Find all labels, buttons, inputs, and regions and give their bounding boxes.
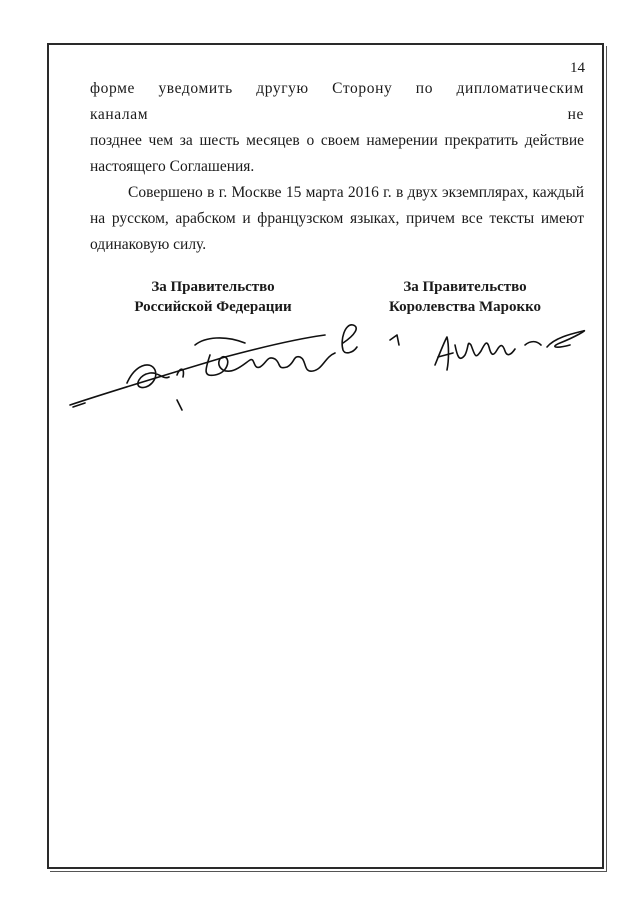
signature-russia — [70, 325, 357, 410]
signatory-russia-line-2: Российской Федерации — [134, 299, 292, 315]
signatory-russia-line-1: За Правительство — [151, 279, 275, 295]
handwritten-signatures — [55, 315, 595, 435]
paragraph-1-first-line: форме уведомить другую Сторону по дипломатическим каналам не — [90, 80, 584, 123]
signatory-morocco-line-1: За Правительство — [403, 279, 527, 295]
page-number: 14 — [570, 60, 585, 76]
paragraph-2: Совершено в г. Москве 15 марта 2016 г. в двух экземплярах, каждый на русском, арабском и французском языках, причем все тексты имеют одинаковую силу. — [90, 184, 584, 253]
signatory-morocco — [375, 277, 555, 317]
signature-morocco — [390, 331, 584, 370]
document-body — [90, 76, 584, 258]
signatory-morocco-line-2: Королевства Марокко — [388, 299, 542, 315]
signatory-russia — [118, 277, 308, 317]
paragraph-1-continuation: позднее чем за шесть месяцев о своем намерении прекратить действие настоящего Соглашения. — [90, 132, 584, 175]
